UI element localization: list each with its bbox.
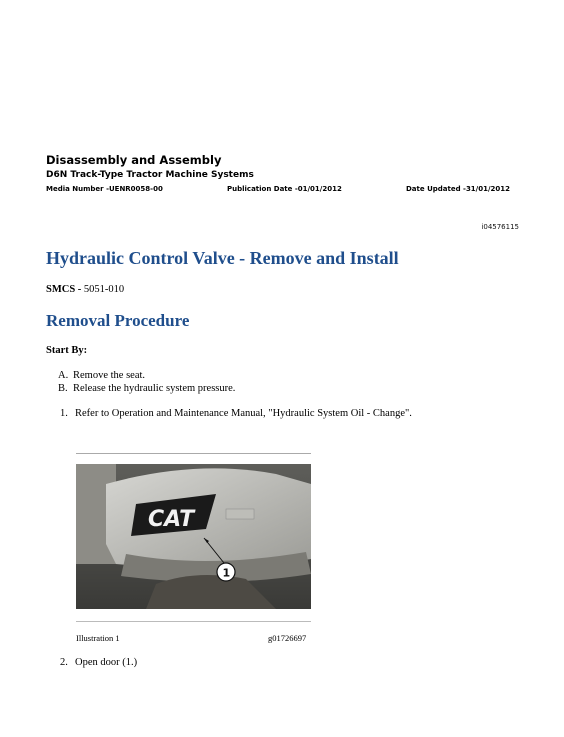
page-title: Hydraulic Control Valve - Remove and Install <box>46 248 399 268</box>
caption-divider <box>76 621 311 622</box>
list-text: Release the hydraulic system pressure. <box>73 383 236 394</box>
callout-label: 1 <box>222 566 231 580</box>
graphic-id: g01726697 <box>268 633 307 643</box>
step-number: 2. <box>60 657 68 668</box>
media-number: Media Number -UENR0058-00 <box>46 185 163 193</box>
list-text: Remove the seat. <box>73 370 146 381</box>
illustration-frame <box>76 453 311 609</box>
machine-title: D6N Track-Type Tractor Machine Systems <box>46 170 254 180</box>
smcs-label: SMCS - <box>46 284 82 295</box>
smcs-code <box>46 284 124 295</box>
procedure-step <box>60 657 137 668</box>
cat-logo: CAT <box>148 507 195 532</box>
document-id: i04576115 <box>481 223 519 231</box>
smcs-value: 5051-010 <box>83 284 125 295</box>
start-by-item <box>58 383 235 394</box>
date-updated: Date Updated -31/01/2012 <box>406 185 511 193</box>
procedure-step <box>60 408 412 419</box>
illustration-caption: Illustration 1 <box>76 633 120 643</box>
publication-date: Publication Date -01/01/2012 <box>227 185 342 193</box>
start-by-item <box>58 370 145 381</box>
step-number: 1. <box>60 408 68 419</box>
step-text: Refer to Operation and Maintenance Manual, "Hydraulic System Oil - Change". <box>75 408 412 419</box>
step-text: Open door (1.) <box>75 657 138 668</box>
list-marker: B. <box>58 383 68 394</box>
document-category: Disassembly and Assembly <box>46 153 222 167</box>
section-heading: Removal Procedure <box>46 311 190 330</box>
list-marker: A. <box>58 370 69 381</box>
tractor-door-photo <box>76 464 311 609</box>
start-by-label: Start By: <box>46 345 88 356</box>
